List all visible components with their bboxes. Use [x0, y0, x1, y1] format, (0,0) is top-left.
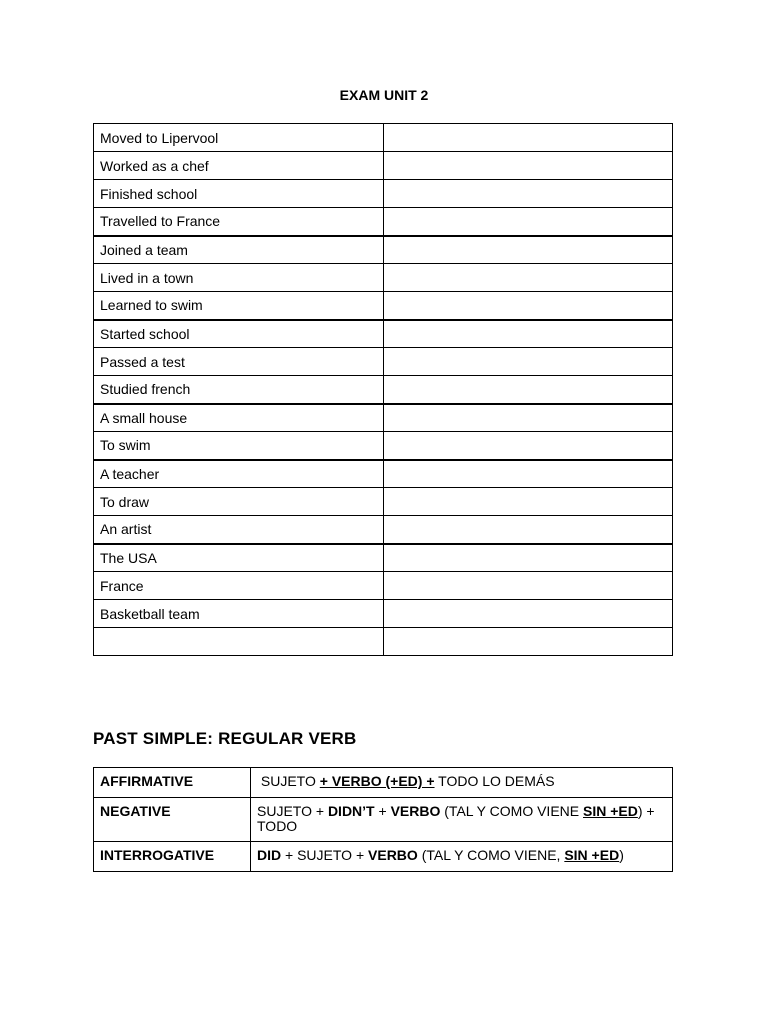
vocab-cell: Passed a test — [94, 348, 384, 376]
table-row-interrogative — [94, 842, 673, 872]
vocab-cell: Basketball team — [94, 600, 384, 628]
table-row — [94, 572, 673, 600]
rule-text-bold: DIDN’T — [327, 803, 375, 819]
answer-cell — [383, 180, 672, 208]
answer-cell — [383, 432, 672, 460]
vocab-cell: Learned to swim — [94, 292, 384, 320]
answer-cell — [383, 292, 672, 320]
table-row — [94, 488, 673, 516]
vocab-cell: To draw — [94, 488, 384, 516]
vocab-cell: Joined a team — [94, 236, 384, 264]
exam-title: EXAM UNIT 2 — [339, 87, 429, 103]
answer-cell — [383, 376, 672, 404]
table-row — [94, 124, 673, 152]
vocab-cell: Started school — [94, 320, 384, 348]
rule-text: SUJETO + — [257, 803, 328, 819]
answer-cell — [383, 124, 672, 152]
section-heading: PAST SIMPLE: REGULAR VERB — [93, 729, 357, 748]
grammar-table — [93, 767, 673, 872]
answer-cell — [383, 320, 672, 348]
rule-text-bold: VERBO — [368, 847, 418, 863]
table-row — [94, 628, 673, 656]
answer-cell — [383, 600, 672, 628]
answer-cell — [383, 208, 672, 236]
vocab-cell: Travelled to France — [94, 208, 384, 236]
vocab-cell: To swim — [94, 432, 384, 460]
table-row — [94, 264, 673, 292]
negative-rule — [251, 798, 673, 842]
table-row — [94, 320, 673, 348]
table-row — [94, 600, 673, 628]
interrogative-rule — [251, 842, 673, 872]
rule-text: SUJETO — [260, 773, 320, 789]
table-row — [94, 208, 673, 236]
vocab-cell: A teacher — [94, 460, 384, 488]
table-row-negative — [94, 798, 673, 842]
vocab-cell: Moved to Lipervool — [94, 124, 384, 152]
vocab-cell: An artist — [94, 516, 384, 544]
rule-text-bold: VERBO — [390, 803, 441, 819]
answer-cell — [383, 628, 672, 656]
answer-cell — [383, 236, 672, 264]
answer-cell — [383, 264, 672, 292]
answer-cell — [383, 460, 672, 488]
table-row — [94, 376, 673, 404]
answer-cell — [383, 404, 672, 432]
vocab-cell: Studied french — [94, 376, 384, 404]
table-row — [94, 460, 673, 488]
rule-text: ) — [619, 847, 624, 863]
vocab-cell: Worked as a chef — [94, 152, 384, 180]
vocab-cell: The USA — [94, 544, 384, 572]
answer-cell — [383, 152, 672, 180]
vocab-cell: Lived in a town — [94, 264, 384, 292]
table-row — [94, 348, 673, 376]
answer-cell — [383, 544, 672, 572]
vocab-cell: Finished school — [94, 180, 384, 208]
table-row-affirmative — [94, 768, 673, 798]
rule-text-bold-underlined: SIN +ED — [583, 803, 638, 819]
table-row — [94, 236, 673, 264]
table-row — [94, 292, 673, 320]
interrogative-label: INTERROGATIVE — [94, 842, 251, 872]
rule-text: TODO LO DEMÁS — [434, 773, 555, 789]
table-row — [94, 180, 673, 208]
vocab-cell: France — [94, 572, 384, 600]
vocab-cell: A small house — [94, 404, 384, 432]
rule-text-bold-underlined: + VERBO (+ED) + — [319, 773, 435, 789]
rule-text: + — [374, 803, 391, 819]
rule-text: (TAL Y COMO VIENE, — [417, 847, 565, 863]
affirmative-rule — [251, 768, 673, 798]
table-row — [94, 404, 673, 432]
answer-cell — [383, 348, 672, 376]
answer-cell — [383, 488, 672, 516]
table-row — [94, 432, 673, 460]
rule-text: ) + TODO — [257, 803, 655, 834]
vocabulary-table — [93, 123, 673, 656]
rule-text-bold-underlined: SIN +ED — [564, 847, 620, 863]
answer-cell — [383, 572, 672, 600]
answer-cell — [383, 516, 672, 544]
rule-text: + SUJETO + — [281, 847, 369, 863]
negative-label: NEGATIVE — [94, 798, 251, 842]
vocab-cell — [94, 628, 384, 656]
table-row — [94, 516, 673, 544]
table-row — [94, 152, 673, 180]
rule-text: (TAL Y COMO VIENE — [440, 803, 583, 819]
table-row — [94, 544, 673, 572]
rule-text-bold: DID — [257, 847, 282, 863]
affirmative-label: AFFIRMATIVE — [94, 768, 251, 798]
